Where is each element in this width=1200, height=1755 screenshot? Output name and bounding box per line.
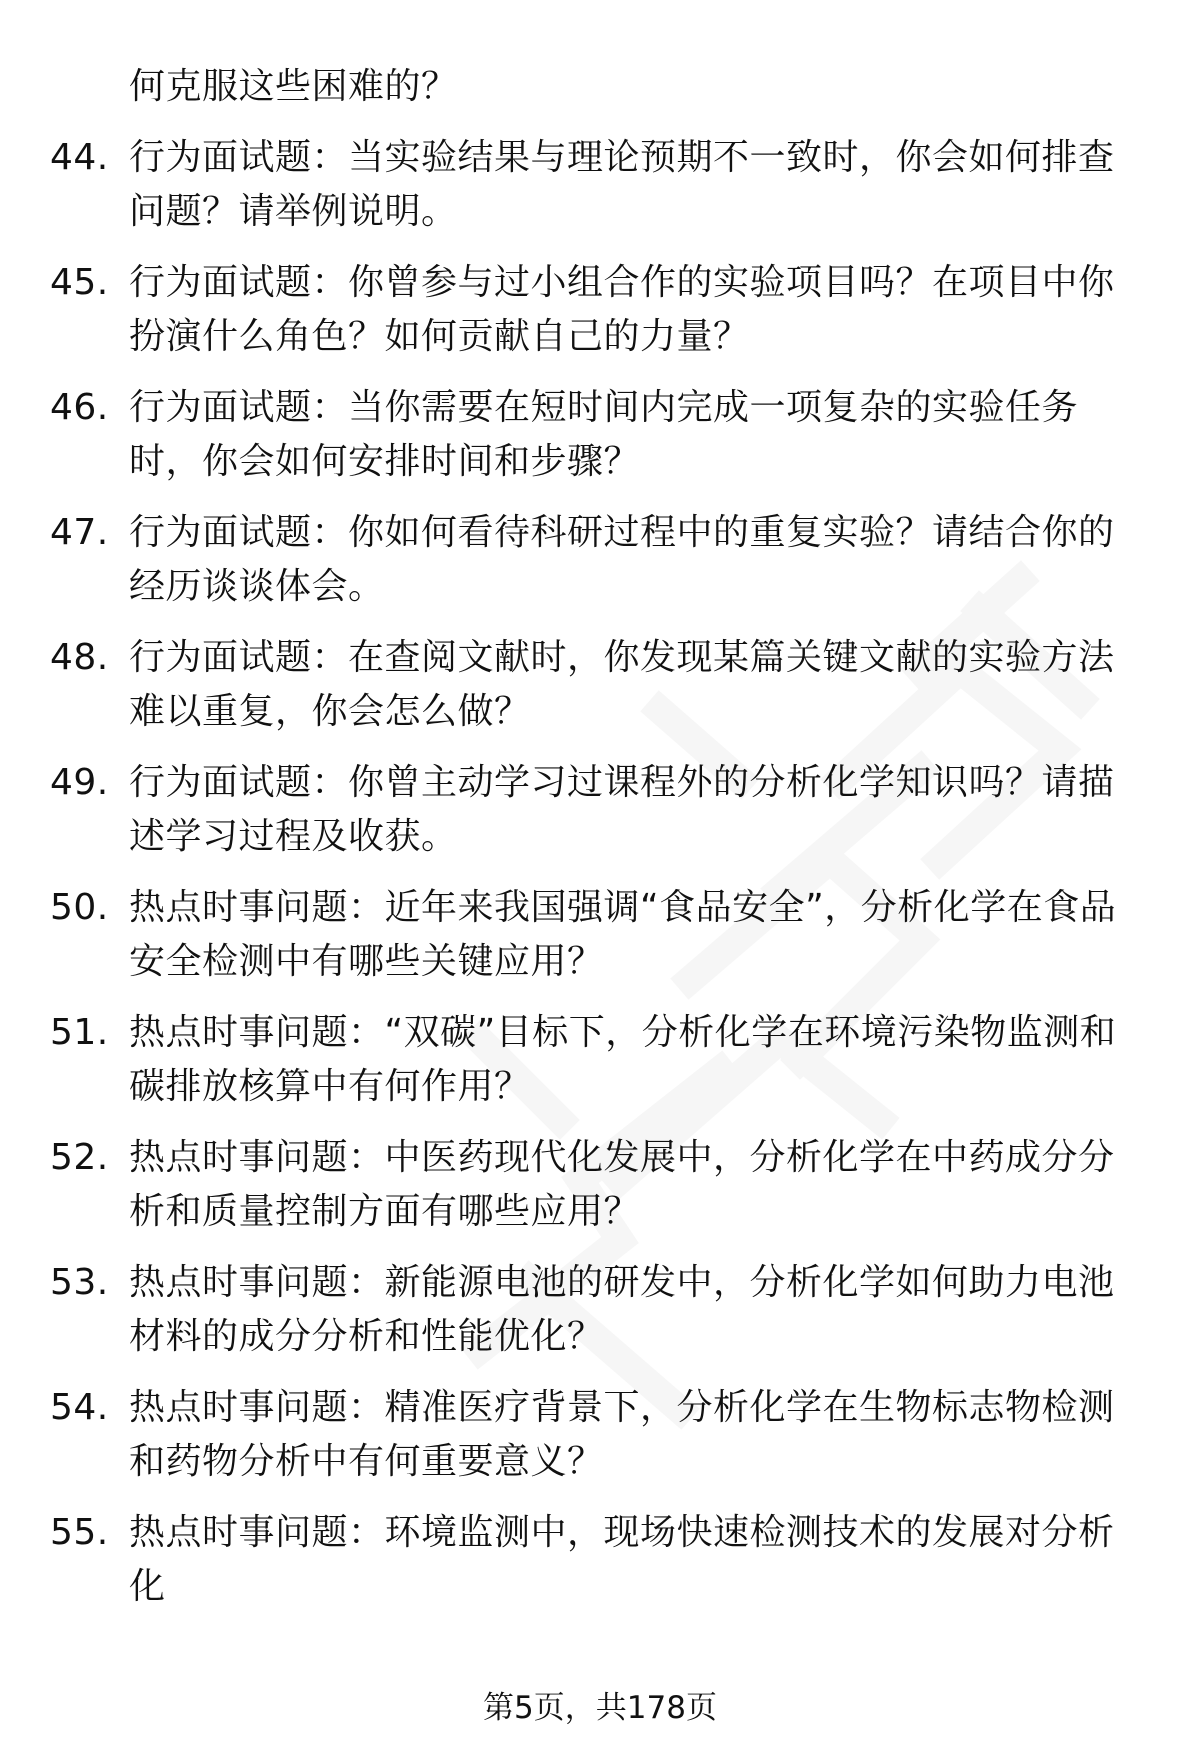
- question-number: 54.: [50, 1387, 109, 1428]
- question-item: [50, 881, 1150, 989]
- continued-question-text: 何克服这些困难的？: [129, 66, 458, 107]
- question-text: 热点时事问题：中医药现代化发展中，分析化学在中药成分分析和质量控制方面有哪些应用？: [129, 1137, 1115, 1232]
- question-text: 行为面试题：当实验结果与理论预期不一致时，你会如何排查问题？请举例说明。: [129, 137, 1115, 232]
- question-item: [50, 381, 1150, 489]
- question-number: 47.: [50, 512, 109, 553]
- question-item: [50, 631, 1150, 739]
- question-text: 行为面试题：当你需要在短时间内完成一项复杂的实验任务时，你会如何安排时间和步骤？: [129, 387, 1079, 482]
- question-item: [50, 1506, 1150, 1614]
- question-number: 48.: [50, 637, 109, 678]
- question-item: [50, 1131, 1150, 1239]
- question-text: 热点时事问题：近年来我国强调“食品安全”，分析化学在食品安全检测中有哪些关键应用？: [129, 887, 1117, 982]
- question-text: 行为面试题：在查阅文献时，你发现某篇关键文献的实验方法难以重复，你会怎么做？: [129, 637, 1115, 732]
- question-text: 热点时事问题：新能源电池的研发中，分析化学如何助力电池材料的成分分析和性能优化？: [129, 1262, 1115, 1357]
- question-text: 行为面试题：你如何看待科研过程中的重复实验？请结合你的经历谈谈体会。: [129, 512, 1115, 607]
- question-number: 52.: [50, 1137, 109, 1178]
- question-number: 51.: [50, 1012, 109, 1053]
- page-number-footer: 第5页，共178页: [483, 1690, 717, 1726]
- question-number: 50.: [50, 887, 109, 928]
- question-item: [50, 506, 1150, 614]
- question-item: [50, 256, 1150, 364]
- question-number: 45.: [50, 262, 109, 303]
- question-list: [50, 60, 1150, 1614]
- question-number: 49.: [50, 762, 109, 803]
- question-item: [50, 1381, 1150, 1489]
- question-item: [50, 1256, 1150, 1364]
- question-number: 44.: [50, 137, 109, 178]
- question-text: 热点时事问题：精准医疗背景下，分析化学在生物标志物检测和药物分析中有何重要意义？: [129, 1387, 1115, 1482]
- question-number: 53.: [50, 1262, 109, 1303]
- question-number: 46.: [50, 387, 109, 428]
- question-text: 热点时事问题：环境监测中，现场快速检测技术的发展对分析化: [129, 1512, 1115, 1607]
- question-number: 55.: [50, 1512, 109, 1553]
- question-item: [50, 131, 1150, 239]
- question-text: 热点时事问题：“双碳”目标下，分析化学在环境污染物监测和碳排放核算中有何作用？: [129, 1012, 1117, 1107]
- question-text: 行为面试题：你曾主动学习过课程外的分析化学知识吗？请描述学习过程及收获。: [129, 762, 1115, 857]
- question-item: [50, 1006, 1150, 1114]
- question-item: [50, 756, 1150, 864]
- question-text: 行为面试题：你曾参与过小组合作的实验项目吗？在项目中你扮演什么角色？如何贡献自己的力量？: [129, 262, 1115, 357]
